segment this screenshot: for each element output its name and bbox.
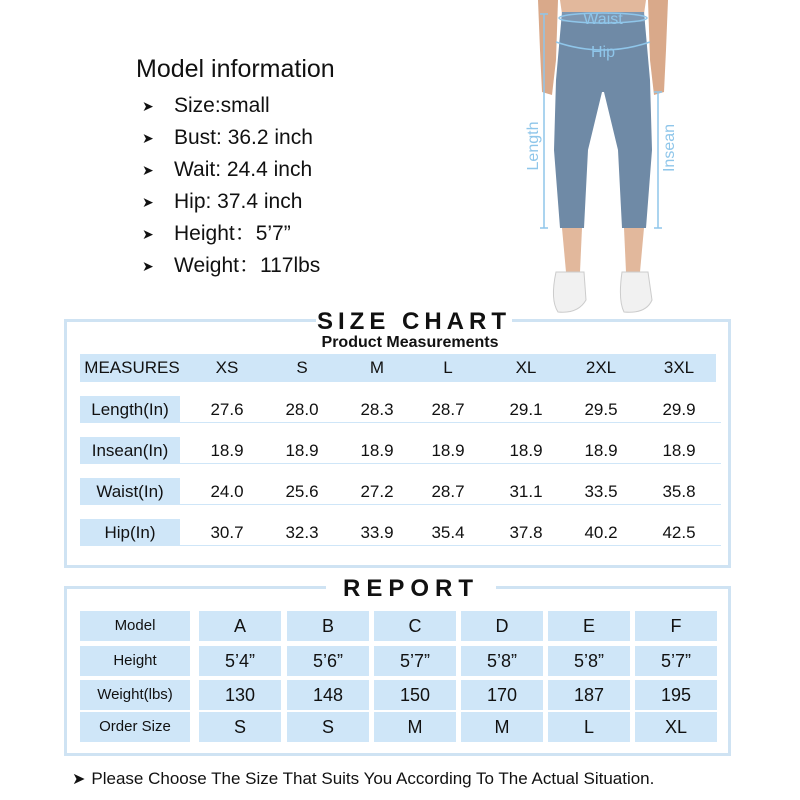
model-information bbox=[136, 54, 496, 282]
size-cell: 18.9 bbox=[584, 441, 618, 460]
left-calf bbox=[562, 228, 582, 272]
header-size: 3XL bbox=[663, 358, 695, 377]
size-cell: 29.5 bbox=[584, 400, 618, 419]
header-measures: MEASURES bbox=[84, 358, 180, 377]
report-cell: A bbox=[199, 611, 281, 641]
report-cell: 150 bbox=[374, 680, 456, 710]
size-cell: 18.9 bbox=[210, 441, 244, 460]
size-cell: 25.6 bbox=[285, 482, 319, 501]
report-cell: 187 bbox=[548, 680, 630, 710]
row-label-insean: Insean(In) bbox=[80, 437, 180, 464]
size-cell: 28.7 bbox=[431, 400, 465, 419]
report-cell: M bbox=[461, 712, 543, 742]
report-cell: XL bbox=[635, 712, 717, 742]
report-title: REPORT bbox=[326, 575, 496, 603]
size-cell: 40.2 bbox=[584, 523, 618, 542]
insean-label: Insean bbox=[661, 123, 678, 173]
size-cell: 29.9 bbox=[662, 400, 696, 419]
size-cell: 37.8 bbox=[509, 523, 543, 542]
model-info-item: ➤ Bust: 36.2 inch bbox=[136, 122, 496, 154]
size-cell: 35.4 bbox=[431, 523, 465, 542]
model-info-heading: Model information bbox=[136, 55, 335, 83]
arrow-bullet-icon: ➤ bbox=[72, 771, 86, 788]
right-calf bbox=[624, 228, 644, 272]
header-size: XL bbox=[515, 358, 537, 377]
arrow-bullet-icon: ➤ bbox=[142, 258, 154, 274]
arrow-bullet-icon: ➤ bbox=[142, 194, 154, 210]
size-cell: 29.1 bbox=[509, 400, 543, 419]
report-cell: E bbox=[548, 611, 630, 641]
report-cell: 195 bbox=[635, 680, 717, 710]
left-shoe bbox=[553, 272, 586, 312]
report-cell: 130 bbox=[199, 680, 281, 710]
arrow-bullet-icon: ➤ bbox=[142, 162, 154, 178]
report-cell: 170 bbox=[461, 680, 543, 710]
header-size: M bbox=[369, 358, 385, 377]
model-info-item: ➤ Hip: 37.4 inch bbox=[136, 186, 496, 218]
size-cell: 33.5 bbox=[584, 482, 618, 501]
size-cell: 35.8 bbox=[662, 482, 696, 501]
report-cell: L bbox=[548, 712, 630, 742]
report-cell: M bbox=[374, 712, 456, 742]
size-cell: 28.0 bbox=[285, 400, 319, 419]
report-label-order-size: Order Size bbox=[80, 712, 190, 742]
row-label-waist: Waist(In) bbox=[80, 478, 180, 505]
size-cell: 28.7 bbox=[431, 482, 465, 501]
arrow-bullet-icon: ➤ bbox=[142, 226, 154, 242]
report-cell: D bbox=[461, 611, 543, 641]
footnote-text: Please Choose The Size That Suits You According To The Actual Situation. bbox=[91, 769, 655, 788]
size-cell: 24.0 bbox=[210, 482, 244, 501]
report-cell: F bbox=[635, 611, 717, 641]
arrow-bullet-icon: ➤ bbox=[142, 130, 154, 146]
report-cell: 5’7” bbox=[374, 646, 456, 676]
size-cell: 18.9 bbox=[360, 441, 394, 460]
report-cell: 5’4” bbox=[199, 646, 281, 676]
leggings-model-figure bbox=[518, 0, 688, 318]
size-cell: 18.9 bbox=[285, 441, 319, 460]
report-cell: 5’6” bbox=[287, 646, 369, 676]
header-size: S bbox=[296, 358, 308, 377]
size-cell: 18.9 bbox=[509, 441, 543, 460]
size-advice-footnote bbox=[72, 768, 772, 791]
length-label: Length bbox=[525, 121, 542, 171]
arrow-bullet-icon: ➤ bbox=[142, 98, 154, 114]
right-shoe bbox=[620, 272, 652, 312]
report-cell: B bbox=[287, 611, 369, 641]
leggings-illustration bbox=[518, 0, 688, 318]
size-cell: 42.5 bbox=[662, 523, 696, 542]
report-cell: 5’7” bbox=[635, 646, 717, 676]
report-label-weight: Weight(lbs) bbox=[80, 680, 190, 710]
size-cell: 31.1 bbox=[509, 482, 543, 501]
size-cell: 18.9 bbox=[431, 441, 465, 460]
model-info-list bbox=[136, 90, 496, 282]
model-info-item: ➤ Height：5’7” bbox=[136, 218, 496, 250]
header-size: L bbox=[443, 358, 453, 377]
size-cell: 28.3 bbox=[360, 400, 394, 419]
waist-label: Waist bbox=[583, 11, 623, 28]
header-size: 2XL bbox=[585, 358, 617, 377]
size-chart-subtitle: Product Measurements bbox=[321, 334, 499, 351]
size-chart-title: SIZE CHART bbox=[317, 308, 511, 335]
report-cell: 5’8” bbox=[461, 646, 543, 676]
model-info-item: ➤ Wait: 24.4 inch bbox=[136, 154, 496, 186]
size-cell: 33.9 bbox=[360, 523, 394, 542]
report-cell: 5’8” bbox=[548, 646, 630, 676]
size-cell: 32.3 bbox=[285, 523, 319, 542]
model-info-item: ➤ Size:small bbox=[136, 90, 496, 122]
right-arm bbox=[648, 0, 668, 95]
report-label-height: Height bbox=[80, 646, 190, 676]
report-cell: S bbox=[287, 712, 369, 742]
report-cell: C bbox=[374, 611, 456, 641]
size-cell: 18.9 bbox=[662, 441, 696, 460]
report-label-model: Model bbox=[80, 611, 190, 641]
size-cell: 27.6 bbox=[210, 400, 244, 419]
size-cell: 27.2 bbox=[360, 482, 394, 501]
size-cell: 30.7 bbox=[210, 523, 244, 542]
model-info-item: ➤ Weight：117lbs bbox=[136, 250, 496, 282]
report-cell: S bbox=[199, 712, 281, 742]
row-label-length: Length(In) bbox=[80, 396, 180, 423]
report-cell: 148 bbox=[287, 680, 369, 710]
header-size: XS bbox=[215, 358, 239, 377]
row-label-hip: Hip(In) bbox=[80, 519, 180, 546]
hip-label: Hip bbox=[590, 44, 616, 61]
